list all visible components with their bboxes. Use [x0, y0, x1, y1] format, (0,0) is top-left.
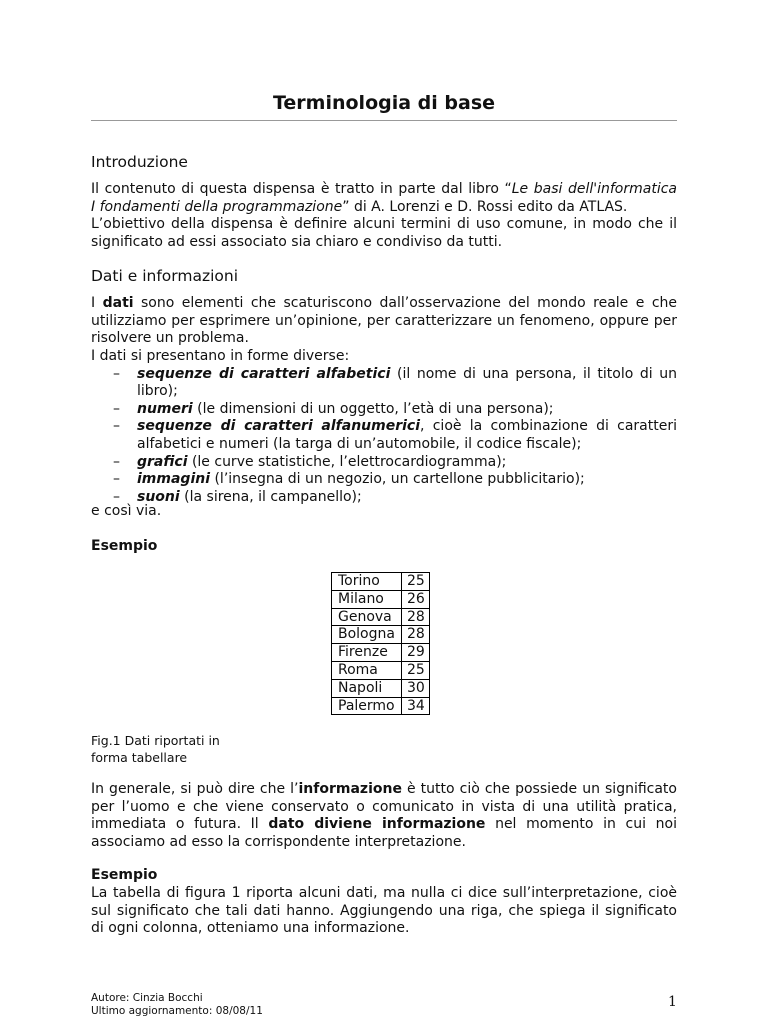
list-item: – grafici (le curve statistiche, l’elettrocardiogramma); [113, 453, 507, 470]
list-item: – numeri (le dimensioni di un oggetto, l’età di una persona); [113, 400, 554, 417]
table-row: Napoli 30 [332, 679, 430, 697]
footer-author: Autore: Cinzia Bocchi [91, 992, 203, 1004]
intro-citation: Il contenuto di questa dispensa è tratto in parte dal libro “Le basi dell'informatica [91, 181, 677, 197]
list-item: – immagini (l’insegna di un negozio, un cartellone pubblicitario); [113, 471, 585, 488]
section-heading-dati: Dati e informazioni [91, 267, 239, 285]
esempio-heading-1: Esempio [91, 538, 158, 554]
data-types-list [91, 366, 677, 507]
list-item: – sequenze di caratteri alfabetici (il nome di una persona, il titolo di un libro); [113, 365, 678, 400]
footer-updated: Ultimo aggiornamento: 08/08/11 [91, 1005, 263, 1017]
table-row: Milano 26 [332, 590, 430, 608]
section-heading-introduzione: Introduzione [91, 153, 188, 171]
table-row: Palermo 34 [332, 697, 430, 715]
dati-paragraph: I dati sono elementi che scaturiscono dall’osservazione del mondo reale e che utilizziamo per esprimere un’opinione, per caratterizzare un fenomeno, oppure per risolvere un problema. [91, 295, 677, 347]
figure-caption: Fig.1 Dati riportati in forma tabellare [91, 733, 220, 765]
table-row: Genova 28 [332, 608, 430, 626]
esempio-2-paragraph: La tabella di figura 1 riporta alcuni dati, ma nulla ci dice sull’interpretazione, cioè sul significato che tali dati hanno. Aggiungendo una riga, che spiega il significato di ogni colonna, otteniamo una informazione. [91, 885, 677, 937]
intro-objective-line2: significato ad essi associato sia chiaro e condiviso da tutti. [91, 233, 503, 250]
dati-closing: e così via. [91, 503, 162, 519]
page-footer [91, 992, 263, 1018]
intro-paragraph [91, 181, 677, 251]
list-item: – sequenze di caratteri alfanumerici, cioè la combinazione di caratteri alfabetici e numeri (la targa di un’automobile, il codice fiscale); [113, 418, 677, 452]
table-row: Bologna 28 [332, 626, 430, 644]
dati-intro-list: I dati si presentano in forme diverse: [91, 348, 350, 364]
intro-citation-cont: I fondamenti della programmazione” di A. Lorenzi e D. Rossi edito da ATLAS. [91, 198, 628, 215]
table-row: Torino 25 [332, 573, 430, 591]
page-number: 1 [668, 994, 677, 1010]
informazione-paragraph: In generale, si può dire che l’informazione è tutto ciò che possiede un significato per l’uomo e che viene conservato o comunicato in vista di una utilità pratica, immediata o futura. Il dato diviene informazione nel momento in cui noi associamo ad esso la corrispondente interpretazione. [91, 781, 677, 850]
table-row: Roma 25 [332, 661, 430, 679]
list-item: – suoni (la sirena, il campanello); [113, 488, 362, 505]
esempio-heading-2: Esempio [91, 867, 158, 883]
table-row: Firenze 29 [332, 644, 430, 662]
intro-objective-line1: L’obiettivo della dispensa è definire alcuni termini di uso comune, in modo che il [91, 216, 677, 233]
city-data-table [331, 572, 430, 715]
document-title: Terminologia di base [91, 92, 677, 121]
